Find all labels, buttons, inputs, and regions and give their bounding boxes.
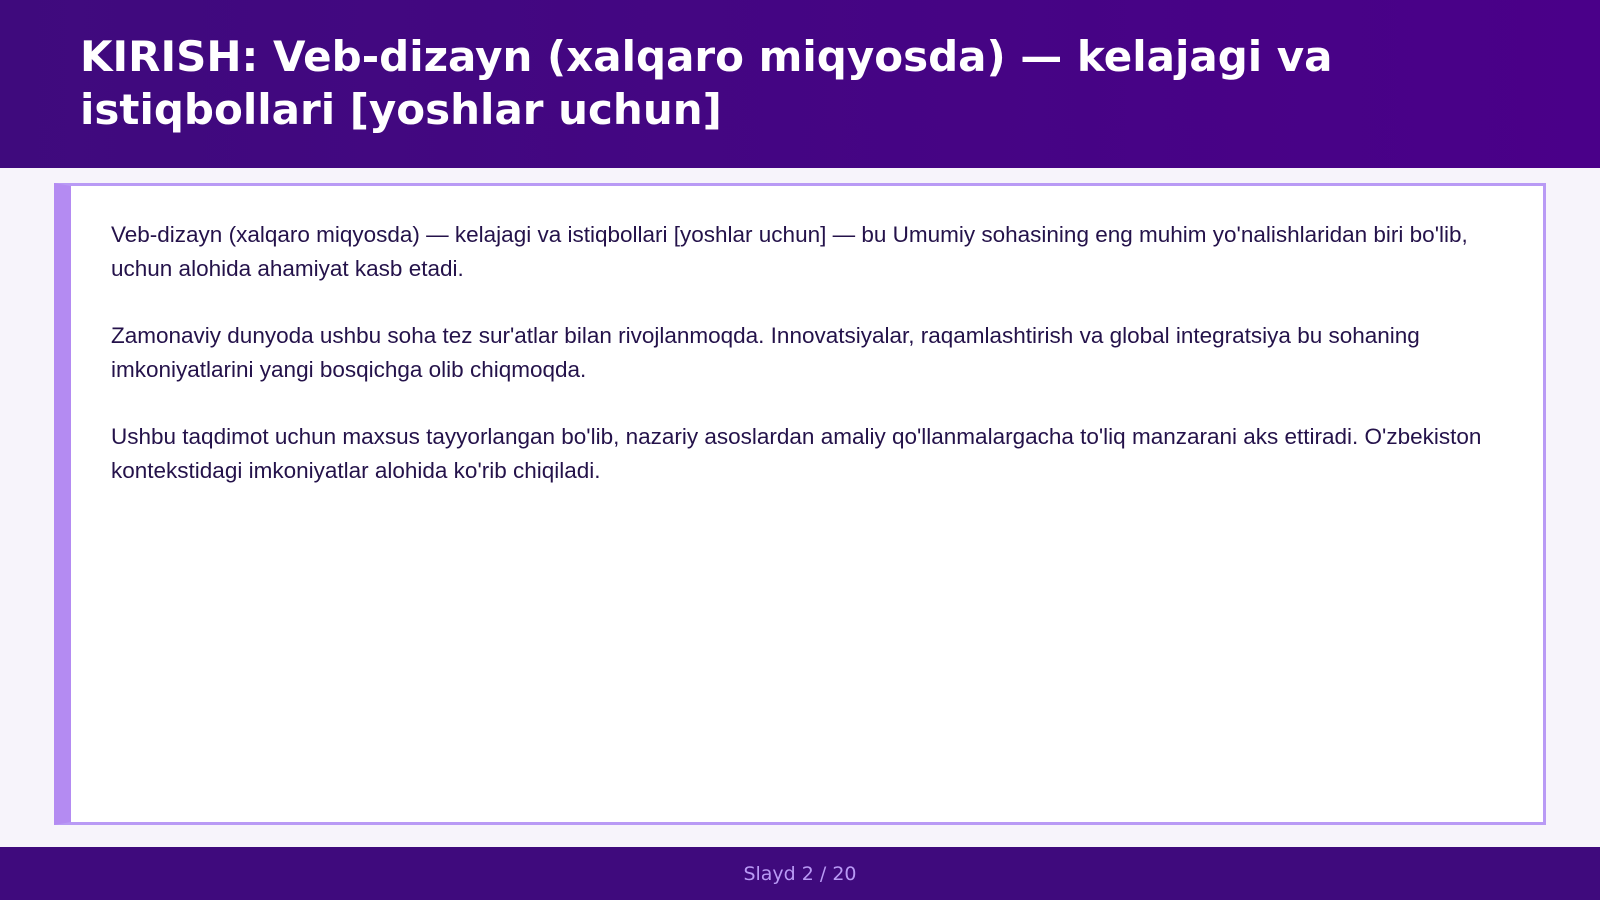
content-card [54, 183, 1546, 825]
slide-counter: Slayd 2 / 20 [743, 862, 857, 885]
slide-title: KIRISH: Veb-dizayn (xalqaro miqyosda) — kelajagi va istiqbollari [yoshlar uchun] [80, 32, 1333, 134]
slide-header [0, 0, 1600, 168]
modern-world-paragraph: Zamonaviy dunyoda ushbu soha tez sur'atlar bilan rivojlanmoqda. Innovatsiyalar, raqamlashtirish va global integratsiya bu sohaning imkoniyatlarini yangi bosqichga olib chiqmoqda. [111, 323, 1420, 382]
slide-footer [0, 847, 1600, 900]
presentation-scope-paragraph: Ushbu taqdimot uchun maxsus tayyorlangan bo'lib, nazariy asoslardan amaliy qo'llanmalargacha to'liq manzarani aks ettiradi. O'zbekiston kontekstidagi imkoniyatlar alohida ko'rib chiqiladi. [111, 424, 1482, 483]
intro-paragraph: Veb-dizayn (xalqaro miqyosda) — kelajagi va istiqbollari [yoshlar uchun] — bu Umumiy sohasining eng muhim yo'nalishlaridan biri bo'lib, uchun alohida ahamiyat kasb etadi. [111, 222, 1468, 281]
